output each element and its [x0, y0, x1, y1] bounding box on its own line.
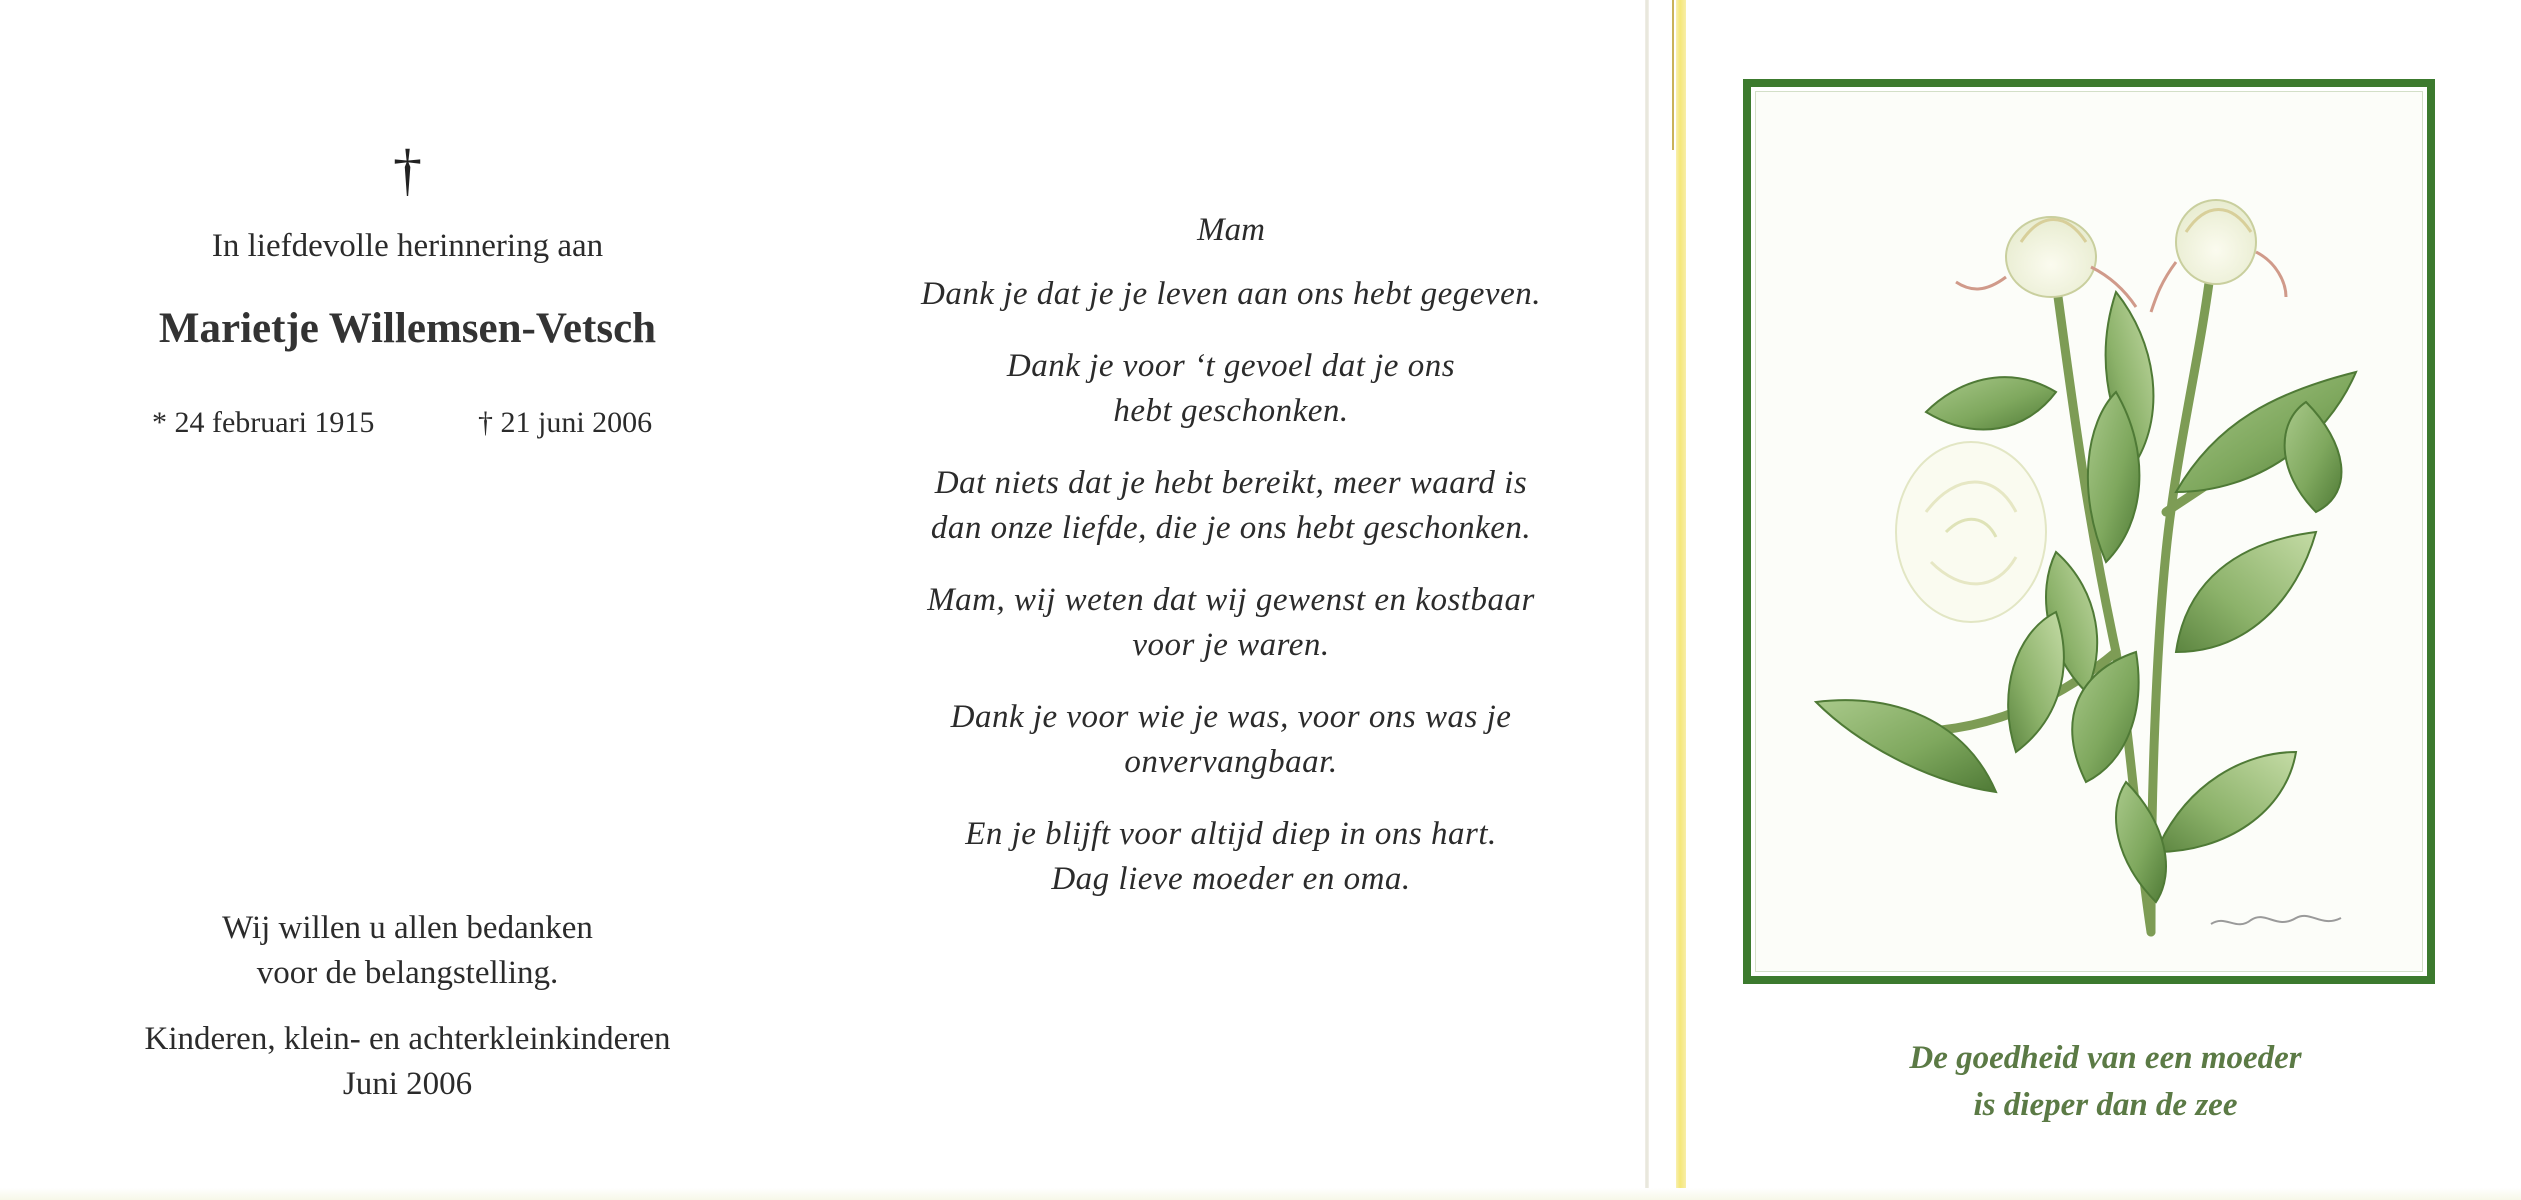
poem-line: Dank je dat je je leven aan ons hebt gegeven.	[921, 276, 1541, 312]
thanks-message	[0, 906, 815, 996]
caption-line-1: De goedheid van een moeder	[1909, 1040, 2302, 1076]
caption-line-2: is dieper dan de zee	[1973, 1087, 2238, 1123]
poem-stanza	[815, 344, 1647, 434]
left-panel	[0, 0, 815, 1200]
thanks-line-2: voor de belangstelling.	[256, 955, 559, 991]
poem-line: Dat niets dat je hebt bereikt, meer waard is	[934, 465, 1528, 501]
poem-body	[815, 272, 1647, 929]
signature-date: Juni 2006	[342, 1066, 473, 1102]
cross-icon: †	[393, 137, 422, 202]
poem-line: hebt geschonken.	[1113, 393, 1349, 429]
poem-line: Dag lieve moeder en oma.	[1051, 861, 1411, 897]
poem-stanza	[815, 812, 1647, 902]
card-fold-line	[1645, 0, 1649, 1200]
cover-caption	[1690, 1035, 2521, 1129]
poem-title: Mam	[1197, 212, 1265, 248]
poem-stanza	[815, 578, 1647, 668]
artist-signature	[2211, 916, 2341, 924]
illustration-mat	[1755, 91, 2423, 972]
death-date: † 21 juni 2006	[478, 406, 653, 439]
poem-panel	[815, 0, 1647, 1200]
poem-stanza	[815, 272, 1647, 317]
poem-line: En je blijft voor altijd diep in ons hart.	[965, 816, 1497, 852]
poem-line: Mam, wij weten dat wij gewenst en kostbaar	[927, 582, 1535, 618]
thanks-line-1: Wij willen u allen bedanken	[222, 910, 593, 946]
poem-line: onvervangbaar.	[1124, 744, 1338, 780]
card-edge-shadow	[1672, 0, 1674, 150]
intro-text: In liefdevolle herinnering aan	[211, 228, 604, 264]
poem-stanza	[815, 461, 1647, 551]
cover-panel	[1690, 0, 2521, 1200]
family-names: Kinderen, klein- en achterkleinkinderen	[144, 1021, 671, 1057]
family-signature	[0, 1017, 815, 1107]
poem-line: dan onze liefde, die je ons hebt geschonken.	[930, 510, 1532, 546]
deceased-name: Marietje Willemsen-Vetsch	[158, 305, 657, 352]
illustration-frame	[1743, 79, 2435, 984]
rose-illustration	[1756, 92, 2432, 981]
rose-leaves	[1816, 292, 2356, 902]
birth-date: * 24 februari 1915	[152, 406, 375, 439]
poem-stanza	[815, 695, 1647, 785]
card-yellow-edge	[1676, 0, 1686, 1200]
poem-line: Dank je voor wie je was, voor ons was je	[950, 699, 1512, 735]
poem-line: voor je waren.	[1132, 627, 1330, 663]
poem-line: Dank je voor ‘t gevoel dat je ons	[1006, 348, 1456, 384]
